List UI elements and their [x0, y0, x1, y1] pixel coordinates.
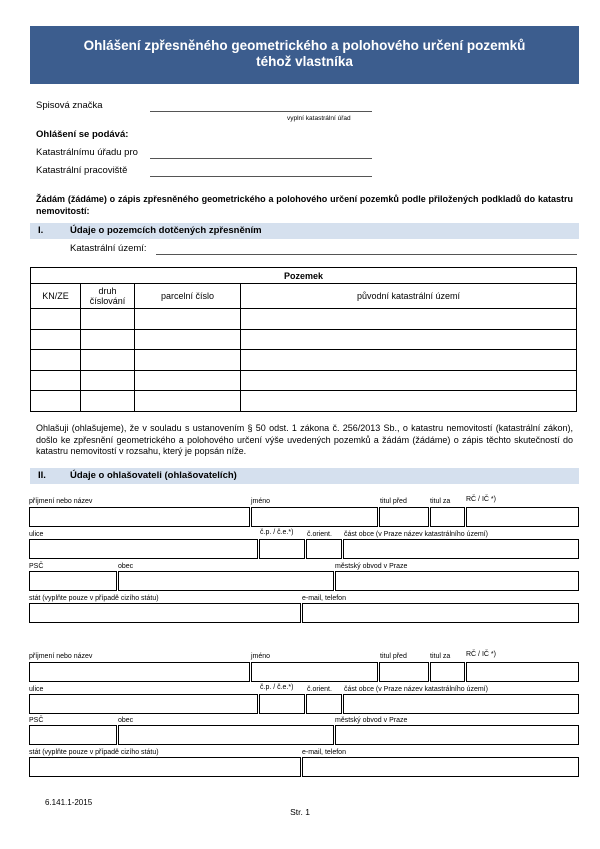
cell[interactable] [81, 309, 135, 330]
prijmeni-input[interactable] [29, 662, 250, 682]
mestsky-obvod-label: městský obvod v Praze [335, 563, 408, 570]
mestsky-obvod-label: městský obvod v Praze [335, 717, 408, 724]
cell[interactable] [81, 329, 135, 350]
ulice-input[interactable] [29, 539, 258, 559]
katastralni-uzemi-field[interactable] [156, 254, 577, 255]
cell[interactable] [81, 350, 135, 371]
katastralni-pracoviste-label: Katastrální pracoviště [36, 165, 128, 176]
section2-num: II. [38, 470, 46, 481]
ulice-label: ulice [29, 686, 44, 693]
jmeno-label: jméno [251, 653, 271, 660]
col-druh-cislovani: druh číslování [81, 284, 135, 309]
cell[interactable] [135, 329, 241, 350]
prijmeni-input[interactable] [29, 507, 250, 527]
cp-label: č.p. / č.e.*) [260, 684, 294, 691]
section2-bar [30, 468, 579, 484]
section1-title: Údaje o pozemcích dotčených zpřesněním [70, 225, 262, 236]
rc-ic-input[interactable] [466, 662, 579, 682]
table-row [31, 391, 577, 412]
cell[interactable] [241, 350, 577, 371]
psc-input[interactable] [29, 571, 117, 591]
email-input[interactable] [302, 603, 579, 623]
obec-input[interactable] [118, 725, 334, 745]
jmeno-input[interactable] [251, 662, 378, 682]
stat-input[interactable] [29, 603, 301, 623]
email-input[interactable] [302, 757, 579, 777]
table-row [31, 370, 577, 391]
katastralni-pracoviste-field[interactable] [150, 176, 372, 177]
psc-label: PSČ [29, 717, 44, 724]
section1-num: I. [38, 225, 44, 236]
cell[interactable] [31, 391, 81, 412]
cell[interactable] [31, 309, 81, 330]
cell[interactable] [135, 370, 241, 391]
stat-input[interactable] [29, 757, 301, 777]
obec-label: obec [118, 717, 134, 724]
corient-label: č.orient. [307, 531, 332, 538]
rc-ic-label: RČ / IČ *) [466, 651, 496, 658]
table-row [31, 329, 577, 350]
cell[interactable] [81, 370, 135, 391]
section1-bar [30, 223, 579, 239]
mestsky-obvod-input[interactable] [335, 571, 579, 591]
cell[interactable] [241, 329, 577, 350]
cell[interactable] [81, 391, 135, 412]
ohlaseni-label: Ohlášení se podává: [36, 129, 129, 140]
corient-input[interactable] [306, 694, 342, 714]
spisova-znacka-field[interactable] [150, 111, 372, 112]
page-number: Str. 1 [290, 807, 310, 817]
cell[interactable] [135, 309, 241, 330]
col-puvodni-ku: původní katastrální území [241, 284, 577, 309]
corient-label: č.orient. [307, 686, 332, 693]
cell[interactable] [31, 350, 81, 371]
cast-obce-input[interactable] [343, 694, 579, 714]
pozemek-header: Pozemek [31, 268, 577, 284]
request-text: Žádám (žádáme) o zápis zpřesněného geometrického a polohového určení pozemků podle přiložených podkladů do katastru nemovitostí: [36, 194, 573, 216]
cast-obce-label: část obce (v Praze název katastrálního území) [344, 531, 488, 538]
jmeno-label: jméno [251, 498, 271, 505]
spisova-znacka-label: Spisová značka [36, 100, 103, 111]
email-label: e-mail, telefon [302, 749, 346, 756]
form-title [30, 26, 579, 84]
cp-input[interactable] [259, 694, 305, 714]
cell[interactable] [31, 329, 81, 350]
stat-label: stát (vyplňte pouze v případě cizího státu) [29, 595, 159, 602]
col-knze: KN/ZE [31, 284, 81, 309]
titul-za-label: titul za [430, 498, 451, 505]
katastralni-uzemi-label: Katastrální území: [70, 243, 147, 254]
cell[interactable] [135, 350, 241, 371]
psc-label: PSČ [29, 563, 44, 570]
titul-za-input[interactable] [430, 662, 465, 682]
titul-pred-label: titul před [380, 653, 407, 660]
cell[interactable] [135, 391, 241, 412]
jmeno-input[interactable] [251, 507, 378, 527]
email-label: e-mail, telefon [302, 595, 346, 602]
mestsky-obvod-input[interactable] [335, 725, 579, 745]
cell[interactable] [241, 370, 577, 391]
titul-pred-input[interactable] [379, 662, 429, 682]
form-title-line1: Ohlášení zpřesněného geometrického a polohového určení pozemků [83, 38, 526, 53]
ulice-label: ulice [29, 531, 44, 538]
obec-input[interactable] [118, 571, 334, 591]
col-parcelni-cislo: parcelní číslo [135, 284, 241, 309]
cell[interactable] [241, 391, 577, 412]
titul-pred-label: titul před [380, 498, 407, 505]
prijmeni-label: příjmení nebo název [29, 498, 93, 505]
katastralni-urad-label: Katastrálnímu úřadu pro [36, 147, 138, 158]
obec-label: obec [118, 563, 134, 570]
katastralni-urad-field[interactable] [150, 158, 372, 159]
cell[interactable] [31, 370, 81, 391]
ulice-input[interactable] [29, 694, 258, 714]
cast-obce-input[interactable] [343, 539, 579, 559]
psc-input[interactable] [29, 725, 117, 745]
section2-title: Údaje o ohlašovateli (ohlašovatelích) [70, 470, 237, 481]
stat-label: stát (vyplňte pouze v případě cizího státu) [29, 749, 159, 756]
cast-obce-label: část obce (v Praze název katastrálního území) [344, 686, 488, 693]
titul-pred-input[interactable] [379, 507, 429, 527]
pozemek-table [30, 267, 577, 412]
form-title-line2: téhož vlastníka [256, 54, 353, 69]
table-row [31, 309, 577, 330]
titul-za-label: titul za [430, 653, 451, 660]
cp-label: č.p. / č.e.*) [260, 529, 294, 536]
cell[interactable] [241, 309, 577, 330]
table-row [31, 350, 577, 371]
cp-input[interactable] [259, 539, 305, 559]
titul-za-input[interactable] [430, 507, 465, 527]
form-code: 6.141.1-2015 [45, 798, 93, 807]
declaration-text: Ohlašuji (ohlašujeme), že v souladu s ustanovením § 50 odst. 1 zákona č. 256/2013 Sb., o katastru nemovitostí (katastrální zákon), došlo ke zpřesnění geometrického a polohového určení výše uvedených pozemků a žádám (žádáme) o zápis těchto skutečností do katastru nemovitostí v rozsahu, který je popsán níže. [36, 423, 573, 456]
vyplni-note: vyplní katastrální úřad [287, 115, 351, 122]
rc-ic-input[interactable] [466, 507, 579, 527]
rc-ic-label: RČ / IČ *) [466, 496, 496, 503]
prijmeni-label: příjmení nebo název [29, 653, 93, 660]
corient-input[interactable] [306, 539, 342, 559]
